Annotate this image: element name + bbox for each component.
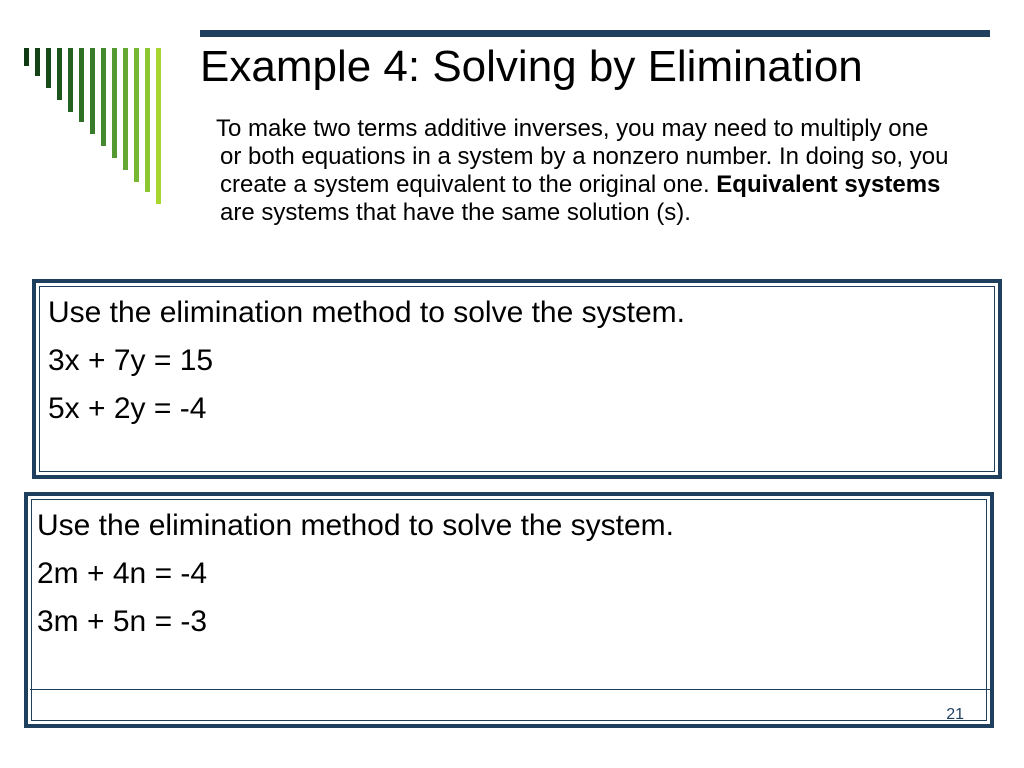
intro-text-end: are systems that have the same solution (s).	[220, 199, 691, 226]
problem-1-content	[48, 289, 685, 433]
footer-rule	[30, 689, 992, 690]
top-rule	[200, 30, 990, 37]
stripe	[79, 48, 84, 122]
problem-2-instruction: Use the elimination method to solve the system.	[37, 509, 674, 542]
stripe	[123, 48, 128, 170]
problem-box-1	[32, 279, 1002, 479]
problem-1-instruction: Use the elimination method to solve the system.	[48, 296, 685, 329]
stripe	[112, 48, 117, 158]
stripe	[156, 48, 161, 204]
stripe	[68, 48, 73, 112]
problem-2-content	[37, 502, 674, 646]
intro-paragraph	[216, 115, 950, 227]
problem-box-2	[24, 492, 994, 728]
problem-1-equation-1: 3x + 7y = 15	[48, 344, 214, 377]
stripe	[57, 48, 62, 100]
slide-title: Example 4: Solving by Elimination	[200, 42, 863, 91]
slide-number: 21	[946, 706, 964, 723]
stripe	[24, 48, 29, 66]
stripe	[134, 48, 139, 182]
stripe	[101, 48, 106, 146]
problem-2-equation-1: 2m + 4n = -4	[37, 557, 208, 590]
intro-bold-term: Equivalent systems	[716, 171, 941, 198]
problem-2-equation-2: 3m + 5n = -3	[37, 605, 208, 638]
problem-1-equation-2: 5x + 2y = -4	[48, 392, 207, 425]
stripe	[90, 48, 95, 134]
stripe	[145, 48, 150, 192]
decorative-stripes	[24, 48, 169, 208]
stripe	[35, 48, 40, 76]
stripe	[46, 48, 51, 88]
intro-text: To make two terms additive inverses, you may need to multiply one or both equations in a system by a nonzero number. In doing so, you create a system equivalent to the original one.	[216, 115, 949, 198]
